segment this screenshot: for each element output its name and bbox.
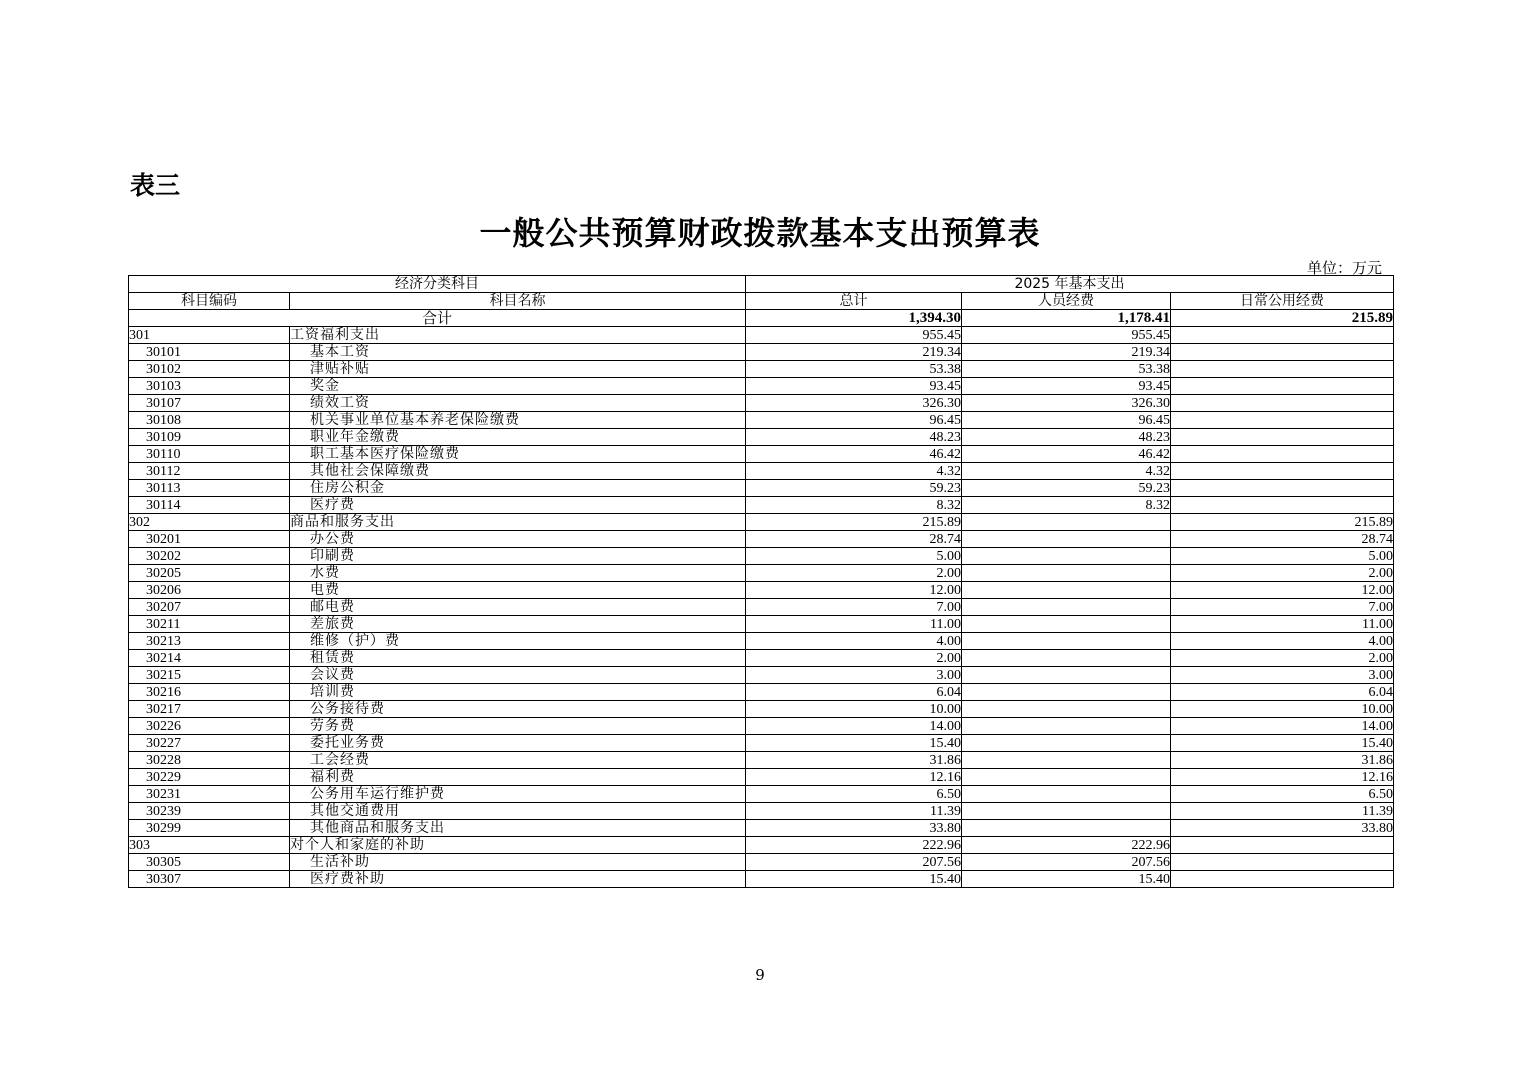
- row-total: 2.00: [746, 650, 962, 667]
- row-code: 30299: [129, 820, 290, 837]
- header-economic-classification: 经济分类科目: [129, 276, 746, 293]
- row-code: 30103: [129, 378, 290, 395]
- row-name: 绩效工资: [290, 395, 746, 412]
- row-code: 30113: [129, 480, 290, 497]
- header-public: 日常公用经费: [1171, 293, 1394, 310]
- row-total: 93.45: [746, 378, 962, 395]
- row-personnel: [962, 565, 1171, 582]
- row-personnel: [962, 616, 1171, 633]
- row-name: 医疗费补助: [290, 871, 746, 888]
- row-total: 6.50: [746, 786, 962, 803]
- row-personnel: 326.30: [962, 395, 1171, 412]
- table-row: [129, 752, 1394, 769]
- row-code: 30108: [129, 412, 290, 429]
- row-public: [1171, 837, 1394, 854]
- row-name: 差旅费: [290, 616, 746, 633]
- total-label: 合计: [129, 310, 746, 327]
- row-code: 302: [129, 514, 290, 531]
- table-row: [129, 497, 1394, 514]
- row-personnel: [962, 803, 1171, 820]
- row-name: 委托业务费: [290, 735, 746, 752]
- row-personnel: [962, 633, 1171, 650]
- row-code: 30228: [129, 752, 290, 769]
- row-total: 5.00: [746, 548, 962, 565]
- row-code: 30110: [129, 446, 290, 463]
- row-name: 其他交通费用: [290, 803, 746, 820]
- table-row: [129, 565, 1394, 582]
- row-name: 工会经费: [290, 752, 746, 769]
- row-code: 30226: [129, 718, 290, 735]
- row-public: 5.00: [1171, 548, 1394, 565]
- row-name: 职业年金缴费: [290, 429, 746, 446]
- row-code: 30102: [129, 361, 290, 378]
- row-name: 培训费: [290, 684, 746, 701]
- row-total: 222.96: [746, 837, 962, 854]
- row-name: 租赁费: [290, 650, 746, 667]
- row-public: 6.04: [1171, 684, 1394, 701]
- row-public: 14.00: [1171, 718, 1394, 735]
- table-row: [129, 769, 1394, 786]
- row-personnel: 4.32: [962, 463, 1171, 480]
- row-public: [1171, 854, 1394, 871]
- header-name: 科目名称: [290, 293, 746, 310]
- row-public: 12.00: [1171, 582, 1394, 599]
- row-name: 职工基本医疗保险缴费: [290, 446, 746, 463]
- row-total: 31.86: [746, 752, 962, 769]
- row-personnel: [962, 718, 1171, 735]
- row-code: 30216: [129, 684, 290, 701]
- table-row: [129, 599, 1394, 616]
- row-name: 机关事业单位基本养老保险缴费: [290, 412, 746, 429]
- row-personnel: [962, 735, 1171, 752]
- row-name: 工资福利支出: [290, 327, 746, 344]
- row-personnel: [962, 650, 1171, 667]
- table-row: [129, 820, 1394, 837]
- table-row: [129, 429, 1394, 446]
- row-personnel: [962, 548, 1171, 565]
- row-personnel: [962, 786, 1171, 803]
- row-public: 12.16: [1171, 769, 1394, 786]
- row-personnel: 93.45: [962, 378, 1171, 395]
- table-row: [129, 701, 1394, 718]
- table-row: [129, 684, 1394, 701]
- row-public: 10.00: [1171, 701, 1394, 718]
- row-personnel: 15.40: [962, 871, 1171, 888]
- row-personnel: [962, 582, 1171, 599]
- row-personnel: 955.45: [962, 327, 1171, 344]
- row-public: 7.00: [1171, 599, 1394, 616]
- row-name: 津贴补贴: [290, 361, 746, 378]
- row-code: 30114: [129, 497, 290, 514]
- row-public: 31.86: [1171, 752, 1394, 769]
- table-row: [129, 735, 1394, 752]
- row-code: 30211: [129, 616, 290, 633]
- row-personnel: [962, 684, 1171, 701]
- header-group-row: [129, 276, 1394, 293]
- row-code: 30207: [129, 599, 290, 616]
- header-code: 科目编码: [129, 293, 290, 310]
- row-code: 30205: [129, 565, 290, 582]
- row-total: 46.42: [746, 446, 962, 463]
- total-sum: 1,394.30: [746, 310, 962, 327]
- row-public: 4.00: [1171, 633, 1394, 650]
- row-code: 30229: [129, 769, 290, 786]
- row-total: 3.00: [746, 667, 962, 684]
- row-public: 215.89: [1171, 514, 1394, 531]
- row-total: 15.40: [746, 735, 962, 752]
- row-public: 15.40: [1171, 735, 1394, 752]
- row-personnel: 59.23: [962, 480, 1171, 497]
- table-row: [129, 361, 1394, 378]
- row-public: 11.00: [1171, 616, 1394, 633]
- row-public: [1171, 497, 1394, 514]
- row-public: 11.39: [1171, 803, 1394, 820]
- row-total: 2.00: [746, 565, 962, 582]
- header-total: 总计: [746, 293, 962, 310]
- row-total: 11.39: [746, 803, 962, 820]
- row-total: 4.00: [746, 633, 962, 650]
- row-public: 2.00: [1171, 650, 1394, 667]
- row-public: 28.74: [1171, 531, 1394, 548]
- row-public: [1171, 429, 1394, 446]
- row-total: 7.00: [746, 599, 962, 616]
- row-name: 医疗费: [290, 497, 746, 514]
- table-body: [129, 310, 1394, 888]
- page-number: 9: [755, 966, 765, 984]
- row-total: 207.56: [746, 854, 962, 871]
- row-name: 公务接待费: [290, 701, 746, 718]
- row-total: 6.04: [746, 684, 962, 701]
- row-name: 其他社会保障缴费: [290, 463, 746, 480]
- total-row: [129, 310, 1394, 327]
- row-name: 生活补助: [290, 854, 746, 871]
- row-total: 326.30: [746, 395, 962, 412]
- row-code: 30107: [129, 395, 290, 412]
- row-name: 公务用车运行维护费: [290, 786, 746, 803]
- row-code: 30227: [129, 735, 290, 752]
- row-total: 4.32: [746, 463, 962, 480]
- header-personnel: 人员经费: [962, 293, 1171, 310]
- row-code: 30202: [129, 548, 290, 565]
- table-row: [129, 633, 1394, 650]
- row-public: 6.50: [1171, 786, 1394, 803]
- table-row: [129, 480, 1394, 497]
- row-name: 办公费: [290, 531, 746, 548]
- table-row: [129, 514, 1394, 531]
- row-total: 15.40: [746, 871, 962, 888]
- row-public: [1171, 344, 1394, 361]
- row-name: 水费: [290, 565, 746, 582]
- table-row: [129, 837, 1394, 854]
- row-total: 955.45: [746, 327, 962, 344]
- row-personnel: 8.32: [962, 497, 1171, 514]
- row-total: 59.23: [746, 480, 962, 497]
- row-name: 对个人和家庭的补助: [290, 837, 746, 854]
- row-name: 电费: [290, 582, 746, 599]
- table-row: [129, 854, 1394, 871]
- header-basic-expenditure: 2025 年基本支出: [746, 276, 1394, 293]
- total-personnel: 1,178.41: [962, 310, 1171, 327]
- row-total: 33.80: [746, 820, 962, 837]
- row-code: 30206: [129, 582, 290, 599]
- row-public: [1171, 361, 1394, 378]
- row-total: 8.32: [746, 497, 962, 514]
- table-row: [129, 718, 1394, 735]
- row-name: 劳务费: [290, 718, 746, 735]
- row-code: 30112: [129, 463, 290, 480]
- row-name: 其他商品和服务支出: [290, 820, 746, 837]
- row-personnel: [962, 769, 1171, 786]
- row-personnel: 46.42: [962, 446, 1171, 463]
- header-column-row: [129, 293, 1394, 310]
- row-public: [1171, 480, 1394, 497]
- table-row: [129, 786, 1394, 803]
- row-code: 30215: [129, 667, 290, 684]
- document-title: 一般公共预算财政拨款基本支出预算表: [479, 214, 1041, 252]
- row-personnel: 219.34: [962, 344, 1171, 361]
- row-name: 印刷费: [290, 548, 746, 565]
- row-public: 2.00: [1171, 565, 1394, 582]
- row-total: 96.45: [746, 412, 962, 429]
- row-public: 3.00: [1171, 667, 1394, 684]
- table-row: [129, 378, 1394, 395]
- row-public: [1171, 871, 1394, 888]
- row-code: 303: [129, 837, 290, 854]
- row-public: 33.80: [1171, 820, 1394, 837]
- row-total: 48.23: [746, 429, 962, 446]
- table-row: [129, 616, 1394, 633]
- row-code: 301: [129, 327, 290, 344]
- row-code: 30101: [129, 344, 290, 361]
- table-row: [129, 803, 1394, 820]
- row-name: 商品和服务支出: [290, 514, 746, 531]
- row-total: 219.34: [746, 344, 962, 361]
- row-public: [1171, 446, 1394, 463]
- row-public: [1171, 463, 1394, 480]
- row-public: [1171, 327, 1394, 344]
- table-row: [129, 582, 1394, 599]
- row-name: 奖金: [290, 378, 746, 395]
- table-row: [129, 667, 1394, 684]
- row-personnel: 207.56: [962, 854, 1171, 871]
- table-row: [129, 395, 1394, 412]
- table-row: [129, 344, 1394, 361]
- table-row: [129, 531, 1394, 548]
- table-row: [129, 327, 1394, 344]
- row-name: 住房公积金: [290, 480, 746, 497]
- row-personnel: [962, 701, 1171, 718]
- row-personnel: [962, 514, 1171, 531]
- row-name: 维修（护）费: [290, 633, 746, 650]
- unit-label: 单位：万元: [1306, 259, 1382, 277]
- row-code: 30231: [129, 786, 290, 803]
- row-code: 30201: [129, 531, 290, 548]
- row-total: 11.00: [746, 616, 962, 633]
- row-name: 会议费: [290, 667, 746, 684]
- row-total: 12.16: [746, 769, 962, 786]
- row-code: 30213: [129, 633, 290, 650]
- row-total: 14.00: [746, 718, 962, 735]
- table-row: [129, 446, 1394, 463]
- table-row: [129, 463, 1394, 480]
- row-total: 215.89: [746, 514, 962, 531]
- row-personnel: [962, 752, 1171, 769]
- row-code: 30214: [129, 650, 290, 667]
- row-personnel: 48.23: [962, 429, 1171, 446]
- row-public: [1171, 395, 1394, 412]
- budget-table: [128, 275, 1394, 888]
- row-name: 邮电费: [290, 599, 746, 616]
- table-label: 表三: [130, 171, 181, 200]
- row-personnel: [962, 667, 1171, 684]
- row-code: 30217: [129, 701, 290, 718]
- table-row: [129, 650, 1394, 667]
- row-total: 28.74: [746, 531, 962, 548]
- row-total: 53.38: [746, 361, 962, 378]
- row-code: 30109: [129, 429, 290, 446]
- row-personnel: [962, 531, 1171, 548]
- row-personnel: 53.38: [962, 361, 1171, 378]
- row-code: 30307: [129, 871, 290, 888]
- row-personnel: 96.45: [962, 412, 1171, 429]
- row-code: 30239: [129, 803, 290, 820]
- table-row: [129, 871, 1394, 888]
- row-name: 福利费: [290, 769, 746, 786]
- row-public: [1171, 412, 1394, 429]
- row-personnel: [962, 820, 1171, 837]
- total-public: 215.89: [1171, 310, 1394, 327]
- table-row: [129, 412, 1394, 429]
- table-row: [129, 548, 1394, 565]
- row-personnel: 222.96: [962, 837, 1171, 854]
- row-personnel: [962, 599, 1171, 616]
- row-name: 基本工资: [290, 344, 746, 361]
- row-total: 10.00: [746, 701, 962, 718]
- row-code: 30305: [129, 854, 290, 871]
- row-public: [1171, 378, 1394, 395]
- row-total: 12.00: [746, 582, 962, 599]
